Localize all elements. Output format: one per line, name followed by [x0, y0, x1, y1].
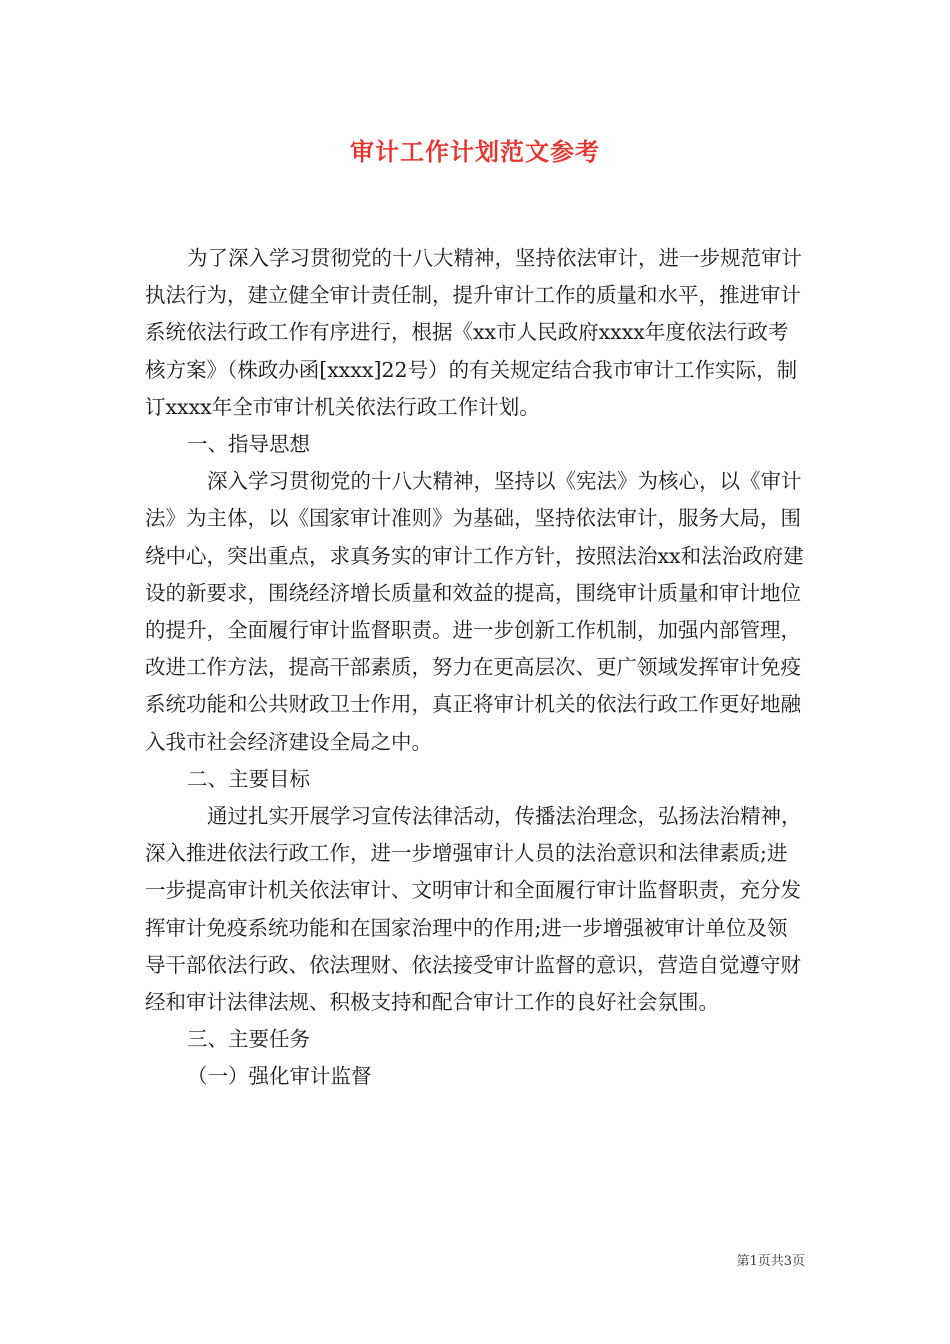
guiding-ideology-paragraph: 深入学习贯彻党的十八大精神，坚持以《宪法》为核心，以《审计法》为主体，以《国家审计准则》为基础，坚持依法审计，服务大局，围绕中心，突出重点，求真务实的审计工作方针，按照法治xx和法治政府建设的新要求，围绕经济增长质量和效益的提高，围绕审计质量和审计地位的提升，全面履行审计监督职责。进一步创新工作机制，加强内部管理，改进工作方法，提高干部素质，努力在更高层次、更广领域发挥审计免疫系统功能和公共财政卫士作用，真正将审计机关的依法行政工作更好地融入我市社会经济建设全局之中。 [145, 469, 804, 754]
main-goals-paragraph: 通过扎实开展学习宣传法律活动，传播法治理念，弘扬法治精神，深入推进依法行政工作，进一步增强审计人员的法治意识和法律素质;进一步提高审计机关依法审计、文明审计和全面履行审计监督职责，充分发挥审计免疫系统功能和在国家治理中的作用;进一步增强被审计单位及领导干部依法行政、依法理财、依法接受审计监督的意识，营造自觉遵守财经和审计法律法规、积极支持和配合审计工作的良好社会氛围。 [145, 804, 802, 1015]
section-heading-main-tasks: 三、主要任务 [187, 1027, 310, 1052]
document-body [145, 240, 805, 1096]
document-title: 审计工作计划范文参考 [350, 137, 600, 166]
section-heading-guiding-ideology: 一、指导思想 [187, 432, 310, 457]
page-number: 第1页共3页 [736, 1254, 805, 1269]
intro-paragraph: 为了深入学习贯彻党的十八大精神，坚持依法审计，进一步规范审计执法行为，建立健全审计责任制，提升审计工作的质量和水平，推进审计系统依法行政工作有序进行，根据《xx市人民政府xxxx年度依法行政考核方案》（株政办函[xxxx]22号）的有关规定结合我市审计工作实际，制订xxxx年全市审计机关依法行政工作计划。 [145, 246, 802, 419]
subsection-heading-strengthen-audit: （一）强化审计监督 [187, 1064, 372, 1089]
section-heading-main-goals: 二、主要目标 [187, 766, 310, 791]
